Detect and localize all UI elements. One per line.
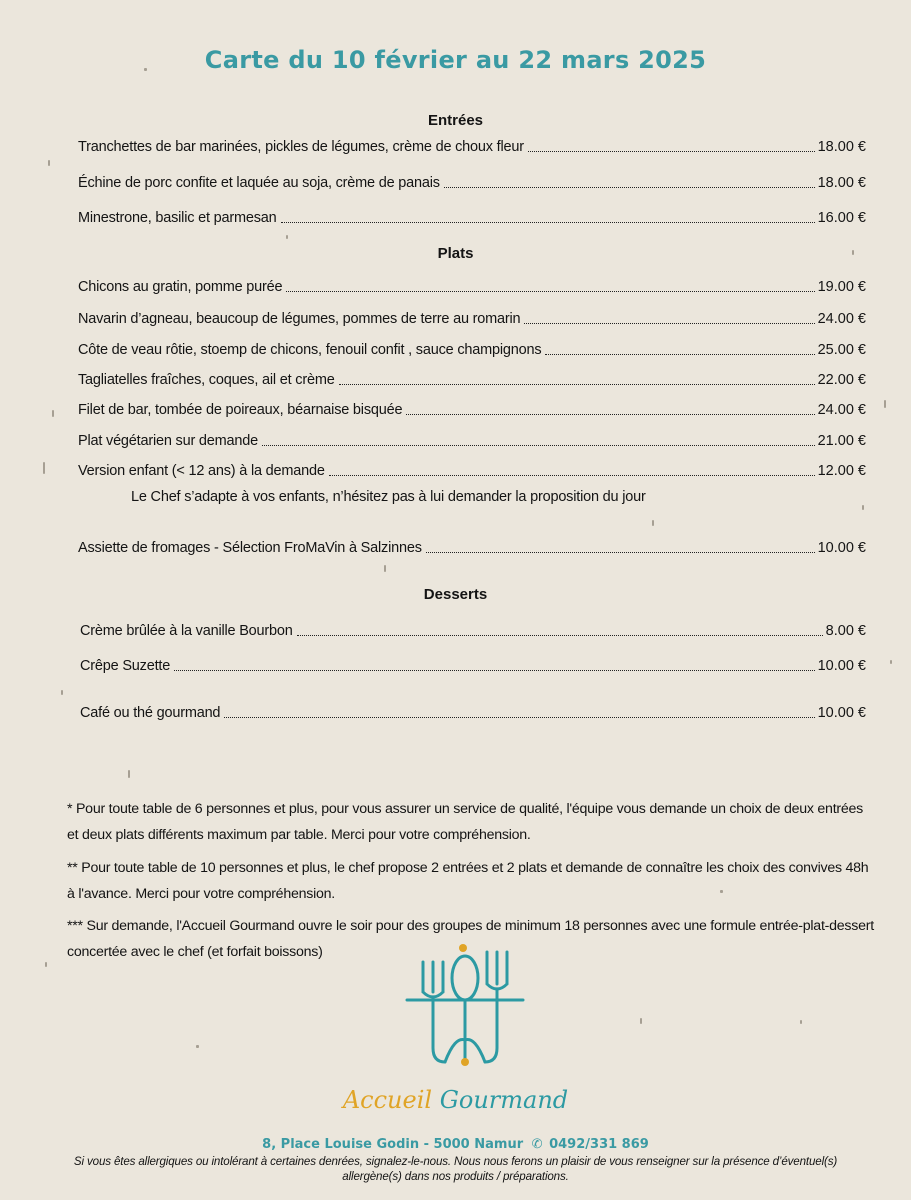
brand-word-accueil: Accueil <box>342 1086 433 1114</box>
item-price: 12.00 € <box>817 463 866 479</box>
menu-item <box>78 399 866 419</box>
menu-item <box>78 136 866 156</box>
item-name: Minestrone, basilic et parmesan <box>78 210 277 226</box>
menu-item <box>78 172 866 192</box>
dot-leader <box>406 414 814 415</box>
dot-leader <box>528 151 815 152</box>
brand-word-gourmand: Gourmand <box>439 1086 569 1114</box>
menu-item <box>80 620 866 640</box>
item-price: 18.00 € <box>817 175 866 191</box>
footnote-10-persons: ** Pour toute table de 10 personnes et plus, le chef propose 2 entrées et 2 plats et demande de connaître les choix des convives 48h à l'avance. Merci pour votre compréhension. <box>67 860 869 902</box>
item-name: Navarin d’agneau, beaucoup de légumes, pommes de terre au romarin <box>78 311 521 327</box>
item-name: Version enfant (< 12 ans) à la demande <box>78 463 325 479</box>
item-name: Café ou thé gourmand <box>80 705 221 721</box>
dot-leader <box>286 291 814 292</box>
item-name: Assiette de fromages - Sélection FroMaVin à Salzinnes <box>78 540 422 556</box>
allergy-notice: Si vous êtes allergiques ou intolérant à certaines denrées, signalez-le-nous. Nous nous ferons un plaisir de vous renseigner sur la présence d’éventuel(s) allergène(s) dans nos produits / préparations. <box>73 1155 838 1183</box>
menu-item <box>78 308 866 328</box>
address-line <box>0 1137 911 1152</box>
phone-number: 0492/331 869 <box>549 1137 649 1152</box>
item-price: 24.00 € <box>817 311 866 327</box>
child-menu-note: Le Chef s’adapte à vos enfants, n’hésitez pas à lui demander la proposition du jour <box>131 489 646 505</box>
section-heading-desserts: Desserts <box>423 586 488 603</box>
street-address: 8, Place Louise Godin - 5000 Namur <box>262 1137 524 1152</box>
dot-leader <box>444 187 815 188</box>
menu-item <box>78 276 866 296</box>
dot-leader <box>281 222 815 223</box>
dot-leader <box>262 445 815 446</box>
item-name: Tagliatelles fraîches, coques, ail et crème <box>78 372 335 388</box>
item-price: 19.00 € <box>817 279 866 295</box>
item-price: 24.00 € <box>817 402 866 418</box>
item-price: 8.00 € <box>825 623 866 639</box>
section-heading-plats: Plats <box>437 245 474 262</box>
menu-item <box>80 655 866 675</box>
dot-leader <box>339 384 815 385</box>
menu-item <box>78 430 866 450</box>
dot-leader <box>426 552 815 553</box>
item-name: Chicons au gratin, pomme purée <box>78 279 283 295</box>
dot-leader <box>297 635 823 636</box>
menu-item <box>78 460 866 480</box>
menu-item <box>80 702 866 722</box>
footnote-groups: *** Sur demande, l'Accueil Gourmand ouvre le soir pour des groupes de minimum 18 personnes avec une formule entrée-plat-dessert concertée avec le chef (et forfait boissons) <box>67 918 874 960</box>
item-price: 16.00 € <box>817 210 866 226</box>
item-price: 18.00 € <box>817 139 866 155</box>
section-heading-entrees: Entrées <box>427 112 484 129</box>
dot-leader <box>224 717 814 718</box>
item-price: 25.00 € <box>817 342 866 358</box>
dot-leader <box>524 323 814 324</box>
item-price: 10.00 € <box>817 705 866 721</box>
menu-item <box>78 369 866 389</box>
item-name: Échine de porc confite et laquée au soja, crème de panais <box>78 175 440 191</box>
item-price: 10.00 € <box>817 658 866 674</box>
item-name: Filet de bar, tombée de poireaux, béarnaise bisquée <box>78 402 403 418</box>
menu-item <box>78 339 866 359</box>
item-price: 22.00 € <box>817 372 866 388</box>
item-price: 21.00 € <box>817 433 866 449</box>
footnote-6-persons: * Pour toute table de 6 personnes et plus, pour vous assurer un service de qualité, l'équipe vous demande un choix de deux entrées et deux plats différents maximum par table. Merci pour votre compréhension. <box>67 801 863 843</box>
item-name: Côte de veau rôtie, stoemp de chicons, fenouil confit , sauce champignons <box>78 342 542 358</box>
cutlery-logo-icon <box>405 940 525 1075</box>
item-name: Crêpe Suzette <box>80 658 171 674</box>
item-name: Plat végétarien sur demande <box>78 433 258 449</box>
dot-leader <box>545 354 814 355</box>
dot-leader <box>329 475 815 476</box>
menu-item <box>78 537 866 557</box>
brand-name <box>0 1086 911 1114</box>
dot-leader <box>174 670 815 671</box>
menu-title: Carte du 10 février au 22 mars 2025 <box>204 46 707 74</box>
item-name: Tranchettes de bar marinées, pickles de légumes, crème de choux fleur <box>78 139 524 155</box>
item-price: 10.00 € <box>817 540 866 556</box>
item-name: Crème brûlée à la vanille Bourbon <box>80 623 293 639</box>
phone-icon: ✆ <box>531 1137 543 1152</box>
menu-item <box>78 207 866 227</box>
